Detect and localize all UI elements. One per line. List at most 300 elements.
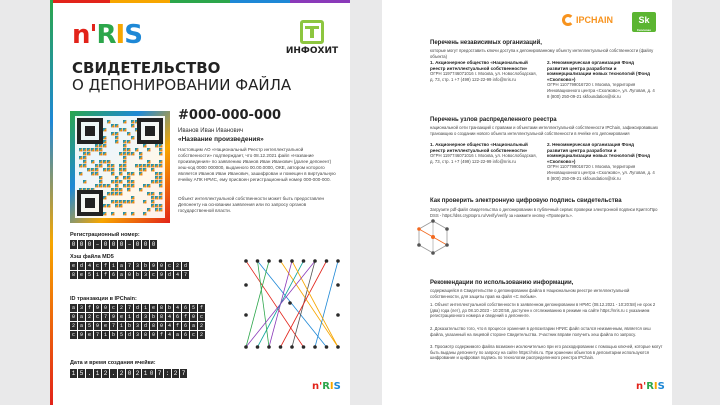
graph-node xyxy=(302,345,306,349)
txid-value xyxy=(70,304,205,339)
qr-module xyxy=(119,128,122,131)
qr-module xyxy=(127,200,130,203)
qr-module xyxy=(115,136,118,139)
txid-char: a xyxy=(71,305,75,311)
txid-char: c xyxy=(111,305,115,311)
hash-char: 4 xyxy=(175,272,179,278)
qr-module xyxy=(103,204,106,207)
time-char: 7 xyxy=(181,370,186,377)
qr-module xyxy=(155,204,158,207)
txid-char: e xyxy=(119,314,123,320)
qr-module xyxy=(131,196,134,199)
qr-module xyxy=(111,164,114,167)
graph-node xyxy=(336,345,340,349)
txid-char: 2 xyxy=(199,323,203,329)
graph-edge xyxy=(246,261,315,347)
skolkovo-logo-caption: Сколково xyxy=(636,28,652,32)
txid-char: c xyxy=(95,314,99,320)
qr-module xyxy=(103,160,106,163)
qr-module xyxy=(147,184,150,187)
graph-edge xyxy=(246,261,304,347)
qr-module xyxy=(119,200,122,203)
qr-module xyxy=(123,160,126,163)
qr-module xyxy=(147,208,150,211)
txid-char: 6 xyxy=(183,332,187,338)
qr-module xyxy=(127,152,130,155)
qr-module xyxy=(103,196,106,199)
txid-char: 9 xyxy=(79,332,83,338)
qr-module xyxy=(99,160,102,163)
reg-number-label: Регистрационный номер: xyxy=(70,232,140,238)
qr-module xyxy=(155,172,158,175)
section-recommendations-subtitle: содержащейся в Свидетельстве о депонировании файла в Национальном реестре интеллектуальной собственности, для защиты прав на файл «С любым». xyxy=(430,288,630,299)
skolkovo-logo-text: Sk xyxy=(638,15,650,25)
qr-module xyxy=(115,188,118,191)
txid-char: 8 xyxy=(151,323,155,329)
qr-module xyxy=(107,164,110,167)
txid-char: f xyxy=(87,305,91,311)
date-char: . xyxy=(87,370,92,377)
qr-module xyxy=(123,148,126,151)
graph-node xyxy=(290,259,294,263)
page-title xyxy=(72,60,332,94)
qr-module xyxy=(103,184,106,187)
hex-network-icon xyxy=(416,218,450,260)
reg-number-char: – xyxy=(95,241,100,248)
color-ribbon xyxy=(50,0,350,3)
qr-module xyxy=(115,124,118,127)
recommendation-1: 1. Объект интеллектуальной собственности в заявленном депонировании в НРИС (08.12.2021 - 10:20:58) не срок 2 (два) года (лет), до 08.10.2023 - 10:20:58, доступен к отслеживанию в режиме на сайте https://nris.ru с указанием регистрационного номера и сведений о депоненте. xyxy=(430,302,656,319)
txid-char: 7 xyxy=(103,314,107,320)
qr-module xyxy=(143,200,146,203)
graph-node xyxy=(336,283,340,287)
graph-node xyxy=(256,259,260,263)
time-char: 0 xyxy=(149,370,154,377)
qr-module xyxy=(95,164,98,167)
graph-node xyxy=(313,345,317,349)
ipchain-logo xyxy=(562,14,613,26)
qr-module xyxy=(123,212,126,215)
hash-value xyxy=(70,262,189,279)
qr-module xyxy=(111,168,114,171)
qr-module xyxy=(107,192,110,195)
qr-module xyxy=(115,184,118,187)
txid-char: 9 xyxy=(95,305,99,311)
org-b-1-name: 1. Акционерное общество «Национальный реестр интеллектуальной собственности» xyxy=(430,142,528,153)
qr-module xyxy=(87,152,90,155)
txid-char: 1 xyxy=(119,323,123,329)
graph-node xyxy=(256,345,260,349)
graph-edge xyxy=(315,261,338,347)
qr-module xyxy=(159,180,162,183)
txid-char: d xyxy=(127,332,131,338)
qr-module xyxy=(111,180,114,183)
hash-char: d xyxy=(79,263,83,269)
qr-module xyxy=(123,164,126,167)
qr-module xyxy=(99,176,102,179)
qr-module xyxy=(147,148,150,151)
txid-char: c xyxy=(71,332,75,338)
qr-module xyxy=(131,200,134,203)
qr-module xyxy=(107,204,110,207)
txid-char: 1 xyxy=(103,332,107,338)
txid-char: 0 xyxy=(159,323,163,329)
qr-module xyxy=(131,212,134,215)
date-char: 2 xyxy=(103,370,108,377)
graph-node xyxy=(336,313,340,317)
qr-module xyxy=(111,188,114,191)
date-char: 2 xyxy=(119,370,124,377)
qr-module xyxy=(91,160,94,163)
txid-char: 5 xyxy=(191,305,195,311)
qr-module xyxy=(131,180,134,183)
qr-module xyxy=(103,140,106,143)
hash-char: 0 xyxy=(127,272,131,278)
org-a-1 xyxy=(430,60,538,82)
hash-label: Хэш файла MD5 xyxy=(70,254,114,260)
qr-module xyxy=(115,180,118,183)
txid-char: c xyxy=(191,332,195,338)
txid-char: a xyxy=(175,332,179,338)
txid-char: e xyxy=(87,332,91,338)
qr-module xyxy=(111,132,114,135)
graph-node xyxy=(336,259,340,263)
graph-node xyxy=(279,345,283,349)
qr-module xyxy=(107,168,110,171)
reg-number-char: 0 xyxy=(87,241,92,248)
ipchain-mark-icon xyxy=(562,14,574,26)
qr-module xyxy=(123,200,126,203)
qr-module xyxy=(127,132,130,135)
hash-char: 1 xyxy=(111,263,115,269)
reg-number-digits xyxy=(70,240,157,249)
graph-node xyxy=(244,313,248,317)
org-a-1-details: ОГРН 1197746071016 г. Москва, ул. Новослободская, д. 73, стр. 1 +7 (499) 122-22-99 info@nris.ru xyxy=(430,71,537,82)
qr-module xyxy=(159,204,162,207)
qr-module xyxy=(123,120,126,123)
qr-module xyxy=(151,196,154,199)
hash-char: 7 xyxy=(127,263,131,269)
qr-module xyxy=(159,148,162,151)
graph-node xyxy=(244,283,248,287)
qr-module xyxy=(99,164,102,167)
reg-number-char: 0 xyxy=(151,241,156,248)
txid-char: f xyxy=(159,332,163,338)
qr-module xyxy=(83,156,86,159)
reg-number-char: 0 xyxy=(103,241,108,248)
qr-module xyxy=(123,156,126,159)
qr-module xyxy=(119,180,122,183)
infohit-logo xyxy=(282,20,342,56)
txid-char: 8 xyxy=(159,305,163,311)
qr-module xyxy=(111,172,114,175)
hash-char: f xyxy=(103,272,107,278)
hash-char: f xyxy=(103,263,107,269)
qr-module xyxy=(155,144,158,147)
certificate-front-page xyxy=(50,0,350,405)
qr-module xyxy=(123,128,126,131)
graph-edge xyxy=(281,261,327,347)
qr-module xyxy=(115,192,118,195)
qr-module xyxy=(107,160,110,163)
txid-char: 2 xyxy=(71,323,75,329)
graph-node xyxy=(244,345,248,349)
txid-char: a xyxy=(191,323,195,329)
title-line-1: СВИДЕТЕЛЬСТВО xyxy=(72,59,221,77)
reg-number-char: – xyxy=(127,241,132,248)
qr-module xyxy=(127,140,130,143)
txid-char: 7 xyxy=(95,332,99,338)
qr-module xyxy=(131,172,134,175)
qr-module xyxy=(123,184,126,187)
txid-char: 2 xyxy=(87,314,91,320)
qr-module xyxy=(103,152,106,155)
qr-module xyxy=(135,148,138,151)
certificate-number: #000-000-000 xyxy=(178,108,282,123)
qr-module xyxy=(111,192,114,195)
hash-char: 8 xyxy=(71,272,75,278)
qr-module xyxy=(91,168,94,171)
section-verify-text: Загрузите pdf-файл свидетельства о депонировании в публичный сервис проверки электронной подписи КриптоПро DSS - https://dss.cryptopro.ru/Verify/verify за нажмите кнопку «Проверить». xyxy=(430,207,658,218)
txid-char: b xyxy=(127,323,131,329)
infohit-mark-icon xyxy=(300,20,324,44)
qr-module xyxy=(95,144,98,147)
qr-module xyxy=(135,164,138,167)
qr-module xyxy=(95,184,98,187)
qr-module xyxy=(151,180,154,183)
hash-char: d xyxy=(183,263,187,269)
qr-module xyxy=(99,180,102,183)
qr-module xyxy=(107,184,110,187)
txid-char: b xyxy=(151,314,155,320)
qr-module xyxy=(131,136,134,139)
qr-module xyxy=(127,148,130,151)
hash-char: c xyxy=(167,263,171,269)
txid-char: c xyxy=(199,314,203,320)
qr-code xyxy=(70,111,170,223)
qr-module xyxy=(123,144,126,147)
qr-module xyxy=(151,200,154,203)
qr-module xyxy=(131,120,134,123)
qr-module xyxy=(131,184,134,187)
infohit-logo-text: ИНФОХИТ xyxy=(285,46,339,56)
qr-module xyxy=(147,160,150,163)
time-digits xyxy=(148,369,187,378)
qr-module xyxy=(127,180,130,183)
txid-char: 0 xyxy=(103,305,107,311)
hash-char: b xyxy=(143,263,147,269)
txid-char: 5 xyxy=(119,332,123,338)
qr-module xyxy=(115,200,118,203)
txid-char: 0 xyxy=(151,332,155,338)
qr-module xyxy=(159,164,162,167)
txid-char: b xyxy=(111,332,115,338)
txid-label: ID транзакции в IPChain: xyxy=(70,296,137,302)
qr-module xyxy=(103,168,106,171)
date-char: . xyxy=(111,370,116,377)
txid-char: 6 xyxy=(183,305,187,311)
txid-char: a xyxy=(79,314,83,320)
qr-module xyxy=(119,192,122,195)
qr-module xyxy=(159,208,162,211)
qr-module xyxy=(159,152,162,155)
qr-code-graphic xyxy=(70,111,170,223)
org-b-2 xyxy=(547,142,655,181)
qr-module xyxy=(103,212,106,215)
qr-module xyxy=(95,168,98,171)
qr-module xyxy=(99,152,102,155)
hash-char: 3 xyxy=(135,263,139,269)
reg-number-char: 0 xyxy=(143,241,148,248)
org-a-2 xyxy=(547,60,655,99)
txid-char: 3 xyxy=(135,332,139,338)
txid-char: 6 xyxy=(183,323,187,329)
hash-char: a xyxy=(119,263,123,269)
qr-module xyxy=(143,212,146,215)
txid-char: 8 xyxy=(143,332,147,338)
hash-char: e xyxy=(79,272,83,278)
hash-char: 2 xyxy=(175,263,179,269)
section-independent-orgs-subtitle: которые могут предоставить ключи доступа к депонированному объекту интеллектуальной собственности (файлу объекта) xyxy=(430,48,654,59)
txid-char: d xyxy=(143,323,147,329)
network-graph-illustration xyxy=(240,255,345,355)
txid-char: 1 xyxy=(143,305,147,311)
org-b-2-name: 2. Некоммерческая организация Фонд развития центра разработки и коммерциализации новых технологий (Фонд «Сколково») xyxy=(547,142,650,164)
reg-number-char: 0 xyxy=(135,241,140,248)
certificate-paragraph-1: Настоящим АО «Национальный Реестр интеллектуальной собственности» подтверждает, что 08.12.2021 файл «Название произведения» по заявлению Иванов Иван Иванович (далее депонент) хеш-код 0000 000000, выданного 00.00.0000, ОКЕ, автором которого является Иванов Иван Иванович, зашифрован и помещен в виртуальную ячейку АПК НРИС, ему присвоен регистрационный номер 000-000-000. xyxy=(178,147,336,182)
date-char: 1 xyxy=(71,370,76,377)
qr-module xyxy=(159,196,162,199)
qr-module xyxy=(111,200,114,203)
txid-char: 2 xyxy=(199,332,203,338)
graph-node xyxy=(302,259,306,263)
qr-module xyxy=(119,172,122,175)
qr-module xyxy=(123,168,126,171)
txid-char: 6 xyxy=(175,314,179,320)
qr-module xyxy=(95,148,98,151)
hash-char: c xyxy=(151,272,155,278)
org-b-1 xyxy=(430,142,538,164)
qr-module xyxy=(159,192,162,195)
txid-char: 1 xyxy=(127,314,131,320)
graph-node xyxy=(244,259,248,263)
qr-module xyxy=(159,172,162,175)
graph-edge xyxy=(258,261,327,347)
hash-char: a xyxy=(119,272,123,278)
org-b-1-details: ОГРН 1197746071016 г. Москва, ул. Новослободская, д. 73, стр. 1 +7 (499) 122-22-99 info@nris.ru xyxy=(430,153,537,164)
qr-module xyxy=(119,204,122,207)
txid-char: 9 xyxy=(95,323,99,329)
qr-module xyxy=(115,204,118,207)
qr-module xyxy=(83,160,86,163)
txid-char: f xyxy=(183,314,187,320)
txid-char: a xyxy=(79,323,83,329)
work-name: «Название произведения» xyxy=(178,136,264,143)
graph-node xyxy=(290,345,294,349)
hash-char: 3 xyxy=(143,272,147,278)
date-char: 5 xyxy=(79,370,84,377)
hash-char: 6 xyxy=(111,272,115,278)
qr-module xyxy=(87,168,90,171)
qr-module xyxy=(139,164,142,167)
qr-module xyxy=(155,208,158,211)
certificate-back-page xyxy=(382,0,672,405)
qr-module xyxy=(83,164,86,167)
qr-module xyxy=(127,176,130,179)
hash-char: d xyxy=(167,272,171,278)
txid-char: f xyxy=(175,323,179,329)
txid-char: 2 xyxy=(119,305,123,311)
qr-module xyxy=(103,136,106,139)
date-label: Дата и время создания ячейки: xyxy=(70,360,156,366)
txid-char: 3 xyxy=(79,305,83,311)
txid-char: b xyxy=(167,305,171,311)
hash-char: c xyxy=(95,263,99,269)
txid-char: 4 xyxy=(167,332,171,338)
qr-module xyxy=(91,172,94,175)
graph-node xyxy=(313,259,317,263)
qr-module xyxy=(151,204,154,207)
time-char: 7 xyxy=(157,370,162,377)
txid-char: e xyxy=(151,305,155,311)
txid-char: 4 xyxy=(167,323,171,329)
qr-module xyxy=(79,164,82,167)
graph-node xyxy=(325,345,329,349)
title-line-2: О ДЕПОНИРОВАНИИ ФАЙЛА xyxy=(72,76,292,94)
skolkovo-logo xyxy=(632,12,656,32)
time-char: : xyxy=(165,370,170,377)
txid-char: f xyxy=(199,305,203,311)
qr-module xyxy=(131,152,134,155)
qr-module xyxy=(159,184,162,187)
hash-char: 5 xyxy=(87,272,91,278)
graph-node xyxy=(279,259,283,263)
qr-module xyxy=(159,160,162,163)
qr-module xyxy=(155,164,158,167)
qr-module xyxy=(127,184,130,187)
txid-char: 4 xyxy=(167,314,171,320)
qr-module xyxy=(147,164,150,167)
footer-nris-logo-right: n'RIS xyxy=(636,381,665,392)
date-char: 1 xyxy=(95,370,100,377)
hash-char: 4 xyxy=(87,263,91,269)
txid-char: 4 xyxy=(175,305,179,311)
section-nodes-subtitle: национальной сети транзакций с правами и объектами интеллектуальной собственности IPChain, зафиксировавших транзакцию о создании нового объекта интеллектуальной собственности в ячейке его депонирования xyxy=(430,125,659,136)
date-char: 2 xyxy=(135,370,140,377)
qr-module xyxy=(111,212,114,215)
qr-module xyxy=(99,144,102,147)
txid-char: d xyxy=(135,314,139,320)
footer-nris-logo: n'RIS xyxy=(312,381,341,392)
holder-name: Иванов Иван Иванович xyxy=(178,128,244,134)
reg-number-char: 0 xyxy=(71,241,76,248)
qr-module xyxy=(87,148,90,151)
qr-module xyxy=(159,176,162,179)
qr-module xyxy=(79,172,82,175)
graph-edge xyxy=(292,261,338,347)
recommendation-2: 2. Доказательство того, что в процессе хранения в депозитарии НРИС файл остался неизменным, является хеш файла, указанный на лицевой стороне Свидетельства. Участник вправе получить хеш файла по запросу. xyxy=(430,326,651,337)
qr-module xyxy=(107,120,110,123)
section-recommendations-title: Рекомендации по использованию информации, xyxy=(430,280,574,286)
txid-char: 3 xyxy=(143,314,147,320)
qr-module xyxy=(151,192,154,195)
qr-module xyxy=(143,144,146,147)
qr-module xyxy=(127,188,130,191)
date-digits xyxy=(70,369,149,378)
org-a-2-name: 2. Некоммерческая организация Фонд развития центра разработки и коммерциализации новых технологий (Фонд «Сколково») xyxy=(547,60,650,82)
hash-char: 1 xyxy=(95,272,99,278)
txid-char: 7 xyxy=(127,305,131,311)
